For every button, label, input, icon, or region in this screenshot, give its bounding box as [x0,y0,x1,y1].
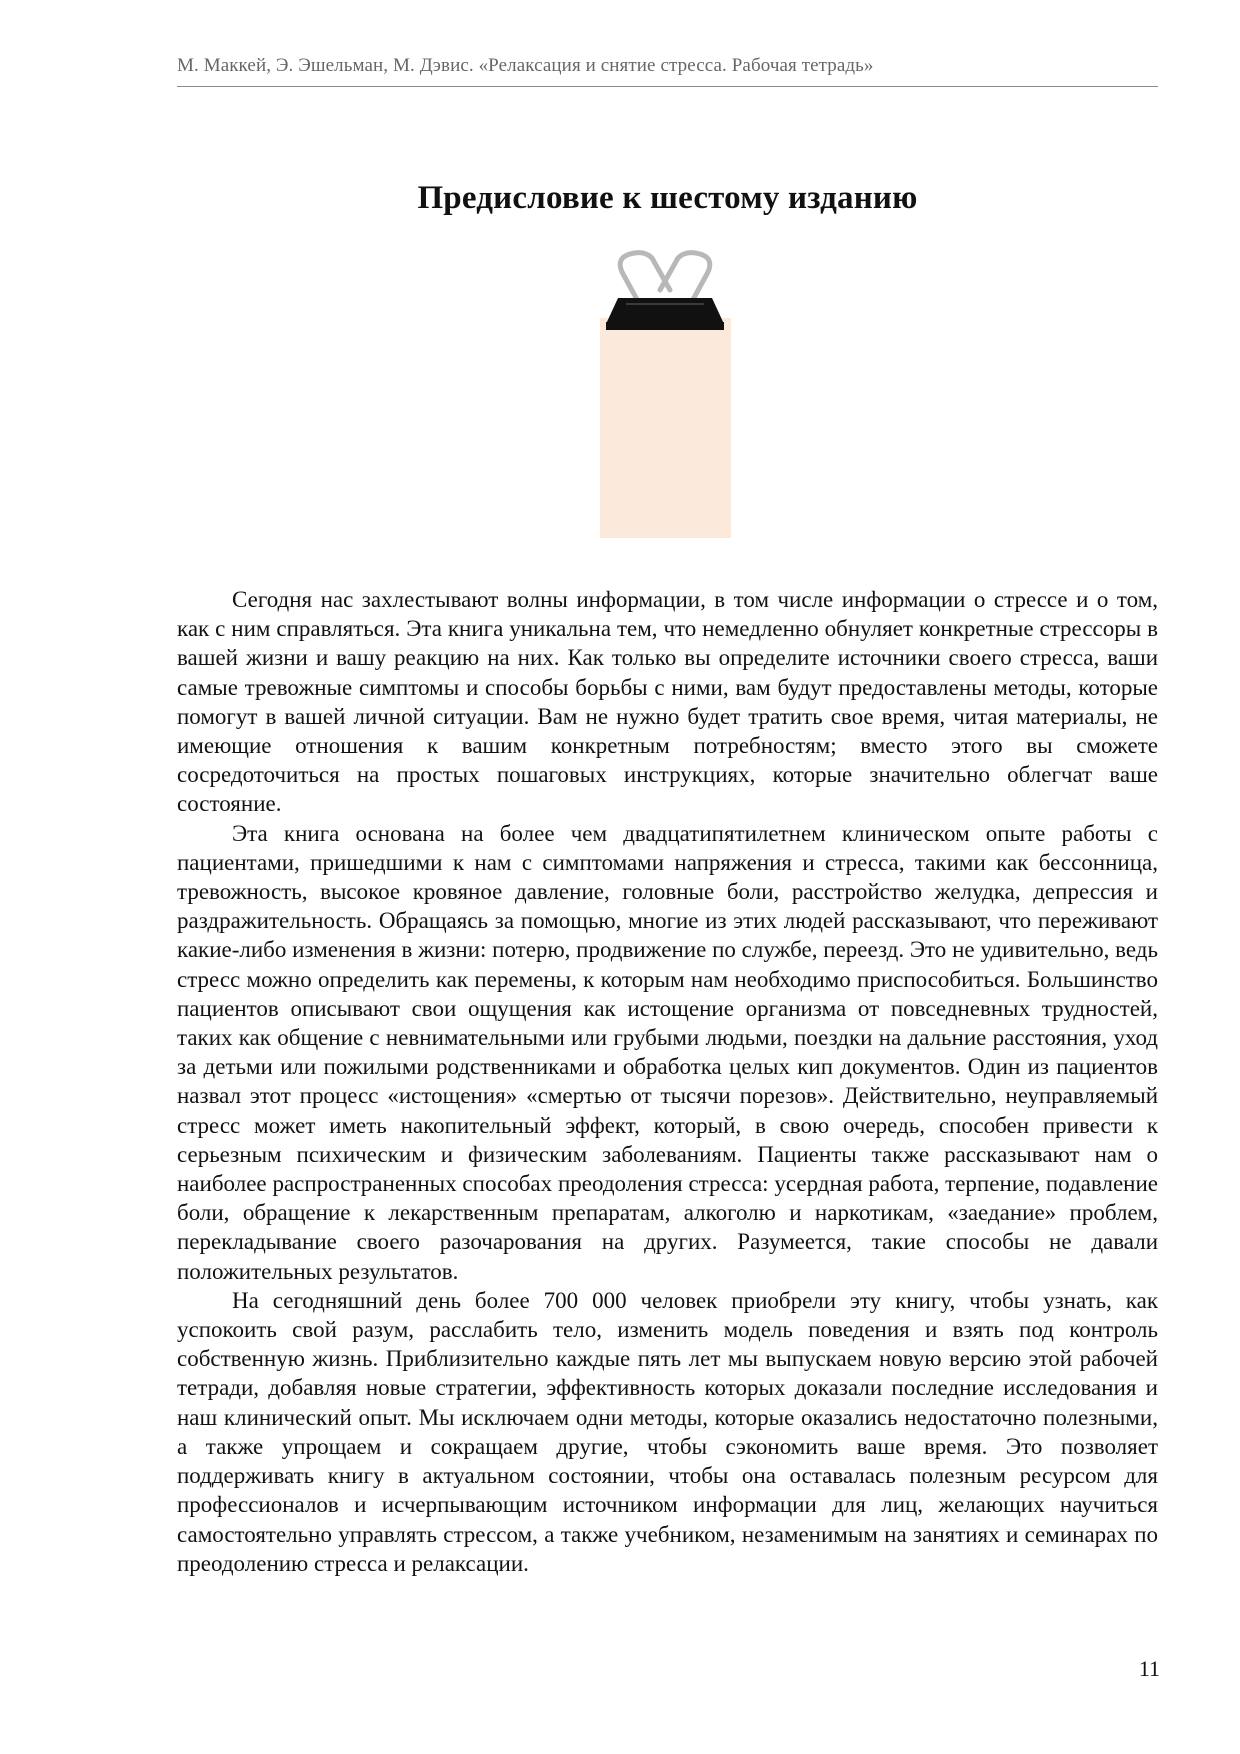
page-number: 11 [1138,1656,1160,1681]
paragraph-1: Сегодня нас захлестывают волны информации, в том числе информации о стрессе и о том, как с ним справляться. Эта книга уникальна тем, что немедленно обнуляет конкретные стрессоры в вашей жизни и вашу реакцию на них. Как только вы определите источники своего стресса, ваши самые тревожные симптомы и способы борьбы с ними, вам будут предоставлены методы, которые помогут в вашей личной ситуации. Вам не нужно будет тратить свое время, читая материалы, не имеющие отношения к вашим конкретным потребностям; вместо этого вы сможете сосредоточиться на простых пошаговых инструкциях, которые значительно облегчат ваше состояние. [177,587,1158,817]
page-title: Предисловие к шестому изданию [417,180,918,216]
clip-body [606,298,724,324]
header-divider [177,86,1158,87]
clip-handle [620,253,670,305]
body-text [177,585,1158,1578]
binder-clip-note-icon [598,250,738,540]
note-paper [600,318,731,538]
running-header: М. Маккей, Э. Эшельман, М. Дэвис. «Релаксация и снятие стресса. Рабочая тетрадь» [177,55,874,76]
paragraph-2: Эта книга основана на более чем двадцатипятилетнем клиническом опыте работы с пациентами, пришедшими к нам с симптомами напряжения и стресса, такими как бессонница, тревожность, высокое кровяное давление, головные боли, расстройство желудка, депрессия и раздражительность. Обращаясь за помощью, многие из этих людей рассказывают, что переживают какие-либо изменения в жизни: потерю, продвижение по службе, переезд. Это не удивительно, ведь стресс можно определить как перемены, к которым нам необходимо приспособиться. Большинство пациентов описывают свои ощущения как истощение организма от повседневных трудностей, таких как общение с невнимательными или грубыми людьми, поездки на дальние расстояния, уход за детьми или пожилыми родственниками и обработка целых кип документов. Один из пациентов назвал этот процесс «истощения» «смертью от тысячи порезов». Действительно, неуправляемый стресс может иметь накопительный эффект, который, в свою очередь, способен привести к серьезным психическим и физическим заболеваниям. Пациенты также рассказывают нам о наиболее распространенных способах преодоления стресса: усердная работа, терпение, подавление боли, обращение к лекарственным препаратам, алкоголю и наркотикам, «заедание» проблем, перекладывание своего разочарования на других. Разумеется, такие способы не давали положительных результатов. [177,820,1158,1284]
paragraph-3: На сегодняшний день более 700 000 человек приобрели эту книгу, чтобы узнать, как успокоить свой разум, расслабить тело, изменить модель поведения и взять под контроль собственную жизнь. Приблизительно каждые пять лет мы выпускаем новую версию этой рабочей тетради, добавляя новые стратегии, эффективность которых доказали последние исследования и наш клинический опыт. Мы исключаем одни методы, которые оказались недостаточно полезными, а также упрощаем и сокращаем другие, чтобы сэкономить ваше время. Это позволяет поддерживать книгу в актуальном состоянии, чтобы она оставалась полезным ресурсом для профессионалов и исчерпывающим источником информации для лиц, желающих научиться самостоятельно управлять стрессом, а также учебником, незаменимым на занятиях и семинарах по преодолению стресса и релаксации. [177,1287,1158,1576]
